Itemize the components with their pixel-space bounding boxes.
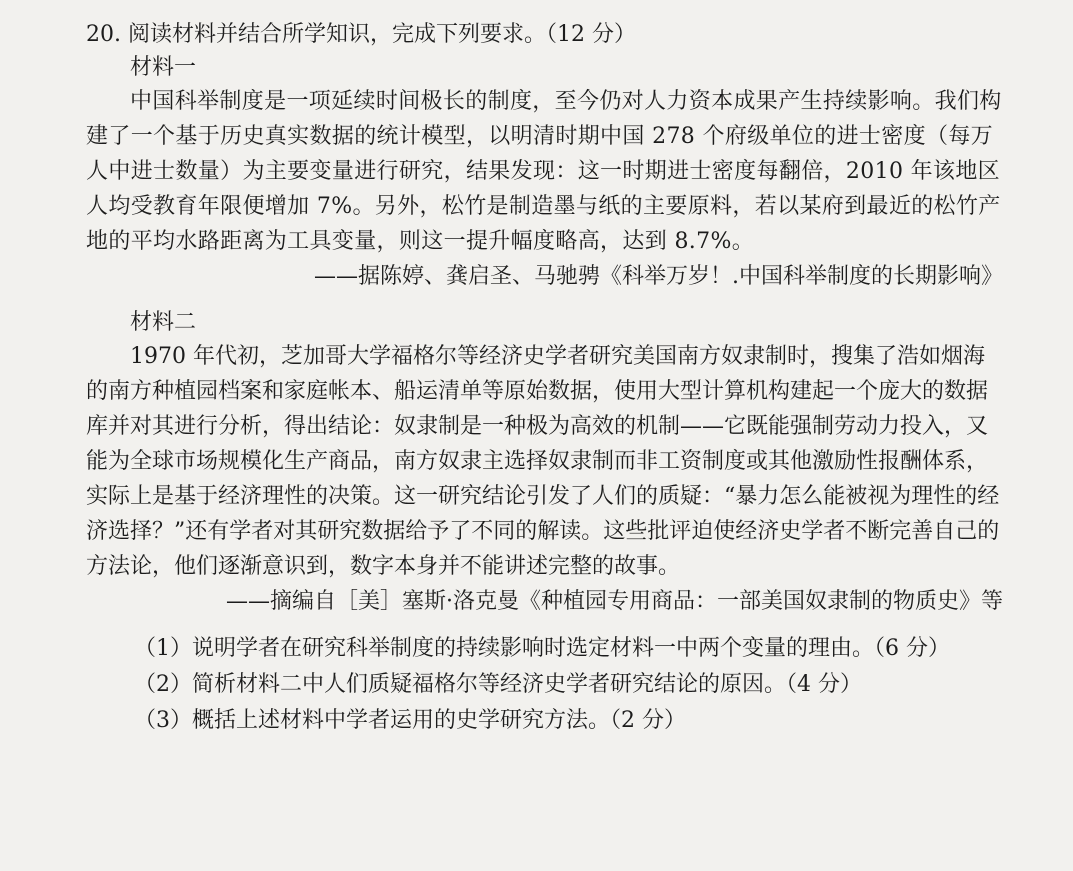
material-2-source: ——摘编自［美］塞斯·洛克曼《种植园专用商品：一部美国奴隶制的物质史》等 [226, 589, 1003, 614]
material-1-source: ——据陈婷、龚启圣、马驰骋《科举万岁！.中国科举制度的长期影响》 [314, 264, 1003, 289]
task-list [86, 631, 1003, 739]
task-2: （2）简析材料二中人们质疑福格尔等经济史学者研究结论的原因。（4 分） [134, 672, 862, 697]
task-3: （3）概括上述材料中学者运用的史学研究方法。（2 分） [134, 708, 686, 733]
material-1-text: 中国科举制度是一项延续时间极长的制度，至今仍对人力资本成果产生持续影响。我们构建了一个基于历史真实数据的统计模型，以明清时期中国 278 个府级单位的进士密度（每万人中进士数量）为主要变量进行研究，结果发现：这一时期进士密度每翻倍，2010 年该地区人均受教育年限便增加 7%。另外，松竹是制造墨与纸的主要原料，若以某府到最近的松竹产地的平均水路距离为工具变量，则这一提升幅度略高，达到 8.7%。 [86, 89, 1002, 254]
material-2-label: 材料二 [130, 310, 197, 335]
task-1: （1）说明学者在研究科举制度的持续影响时选定材料一中两个变量的理由。（6 分） [134, 636, 950, 661]
material-2-text: 1970 年代初，芝加哥大学福格尔等经济史学者研究美国南方奴隶制时，搜集了浩如烟海的南方种植园档案和家庭帐本、船运清单等原始数据，使用大型计算机构建起一个庞大的数据库并对其进行分析，得出结论：奴隶制是一种极为高效的机制——它既能强制劳动力投入，又能为全球市场规模化生产商品，南方奴隶主选择奴隶制而非工资制度或其他激励性报酬体系，实际上是基于经济理性的决策。这一研究结论引发了人们的质疑：“暴力怎么能被视为理性的经济选择？”还有学者对其研究数据给予了不同的解读。这些批评迫使经济史学者不断完善自己的方法论，他们逐渐意识到，数字本身并不能讲述完整的故事。 [86, 344, 1000, 579]
material-1-label: 材料一 [130, 55, 197, 80]
question-title: 20. 阅读材料并结合所学知识，完成下列要求。（12 分） [86, 22, 636, 47]
